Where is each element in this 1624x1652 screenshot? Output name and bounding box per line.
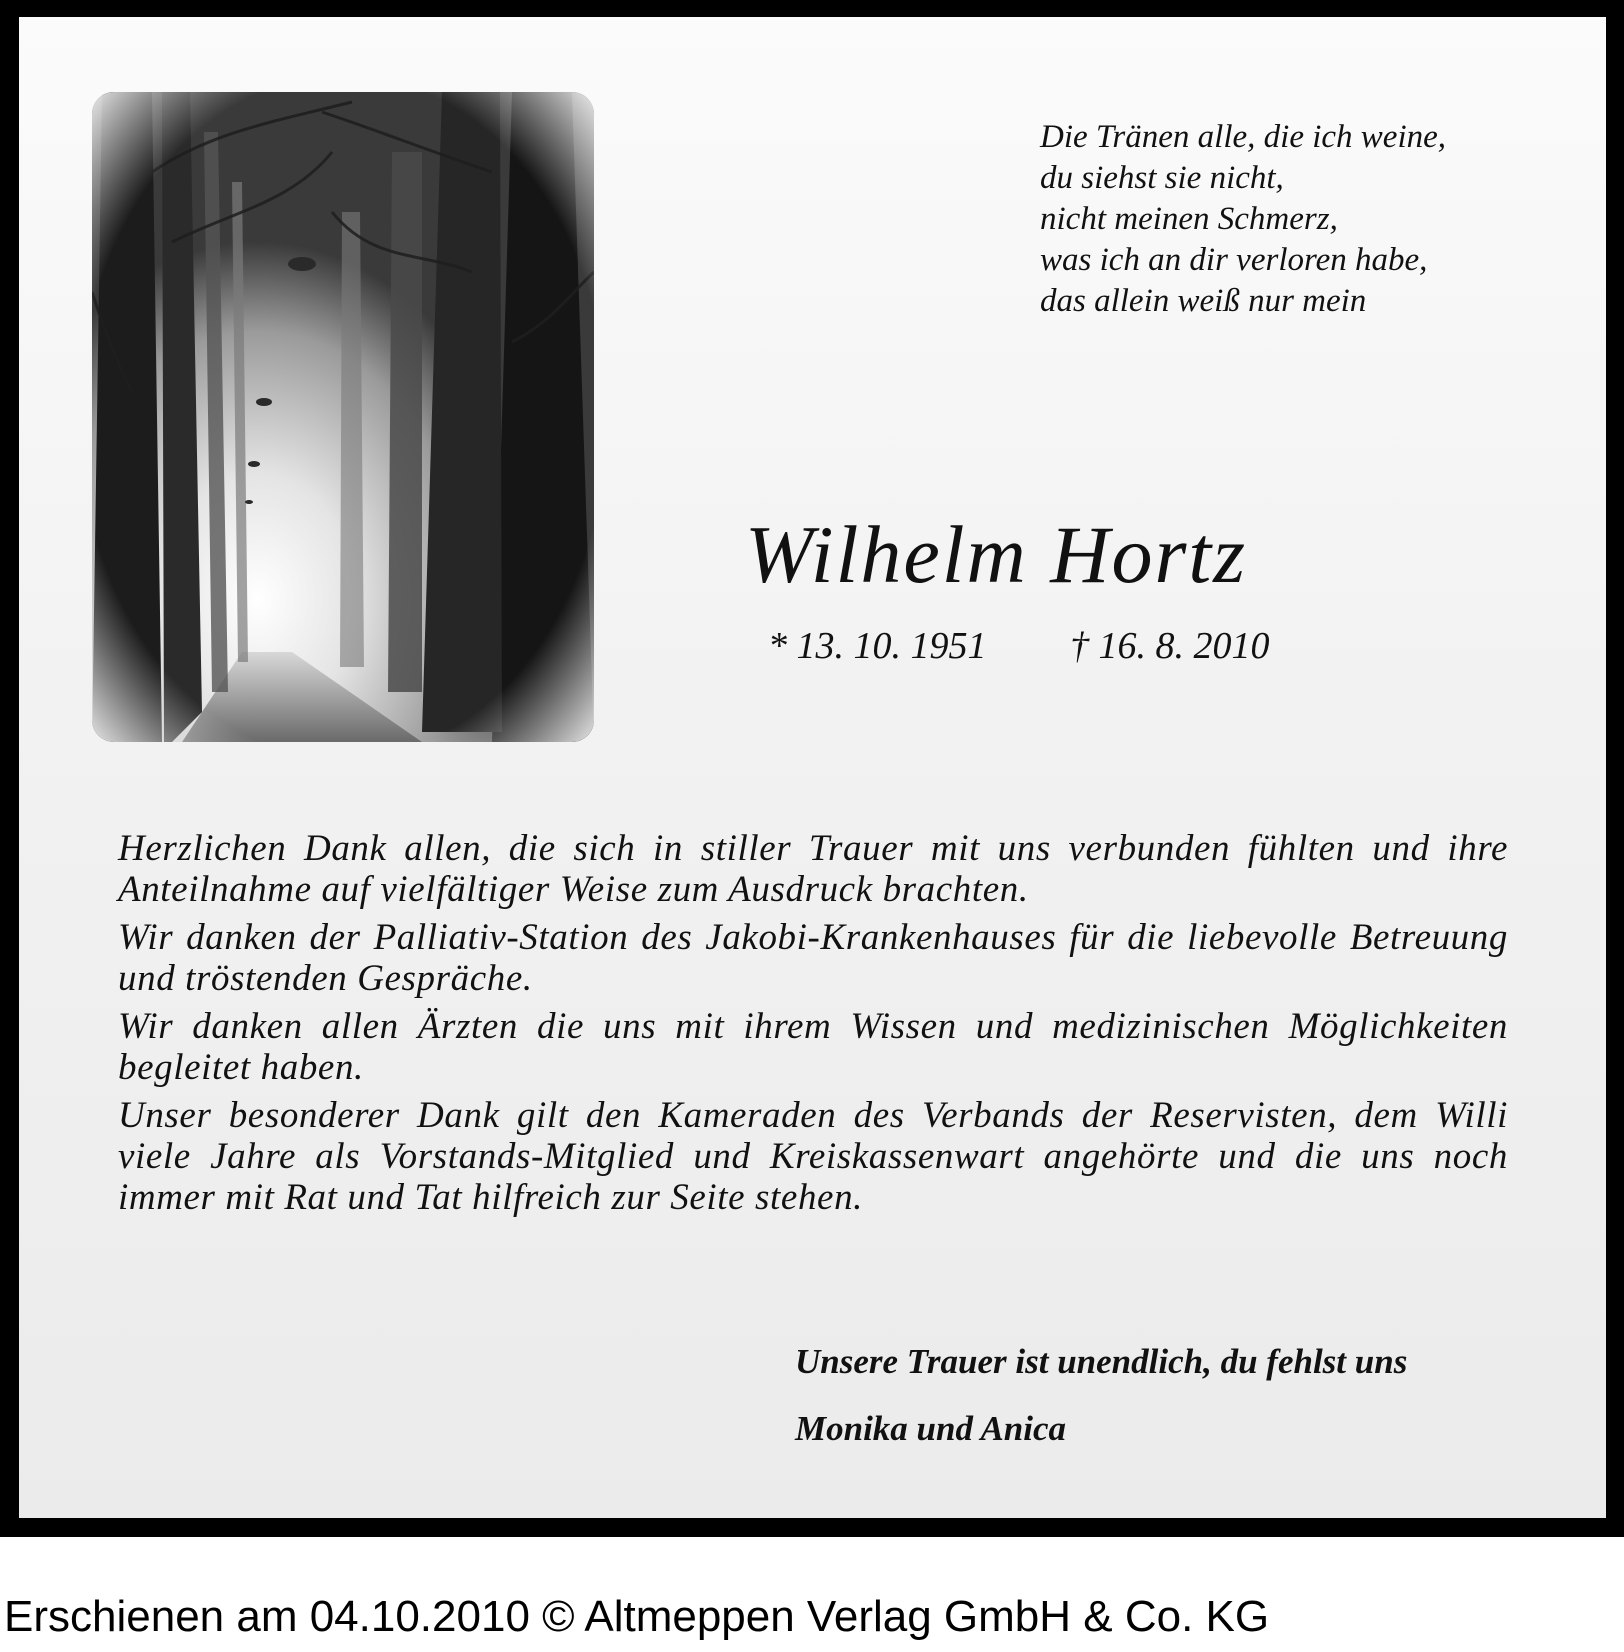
birth-date: * 13. 10. 1951	[768, 625, 987, 667]
closing-line: Unsere Trauer ist unendlich, du fehlst uns	[795, 1342, 1408, 1381]
poem-line: nicht meinen Schmerz,	[1040, 201, 1338, 237]
thanks-text	[118, 828, 1508, 1225]
death-date: † 16. 8. 2010	[1070, 625, 1270, 667]
forest-avenue-illustration	[92, 92, 594, 742]
signature-names: Monika und Anica	[795, 1409, 1067, 1448]
deceased-name: Wilhelm Hortz	[745, 509, 1248, 600]
poem-line: das allein weiß nur mein	[1040, 283, 1367, 319]
thanks-paragraph: Wir danken allen Ärzten die uns mit ihrem Wissen und medizinischen Möglichkeiten begleitet haben.	[118, 1006, 1508, 1088]
thanks-paragraph: Unser besonderer Dank gilt den Kameraden des Verbands der Reservisten, dem Willi viele Jahre als Vorstands-Mitglied und Kreiskassenwart angehörte und die uns noch immer mit Rat und Tat hilfreich zur Seite stehen.	[118, 1095, 1508, 1218]
thanks-paragraph: Wir danken der Palliativ-Station des Jakobi-Krankenhauses für die liebevolle Betreuung und tröstenden Gespräche.	[118, 917, 1508, 999]
publication-footer: Erschienen am 04.10.2010 © Altmeppen Verlag GmbH & Co. KG	[4, 1592, 1270, 1641]
poem-line: was ich an dir verloren habe,	[1040, 242, 1428, 278]
poem-line: du siehst sie nicht,	[1040, 160, 1284, 196]
forest-avenue-photo	[92, 92, 594, 742]
thanks-paragraph: Herzlichen Dank allen, die sich in stiller Trauer mit uns verbunden fühlten und ihre Anteilnahme auf vielfältiger Weise zum Ausdruck brachten.	[118, 828, 1508, 910]
life-dates	[768, 624, 1270, 668]
poem-line: Die Tränen alle, die ich weine,	[1040, 119, 1447, 155]
poem	[1040, 117, 1560, 322]
